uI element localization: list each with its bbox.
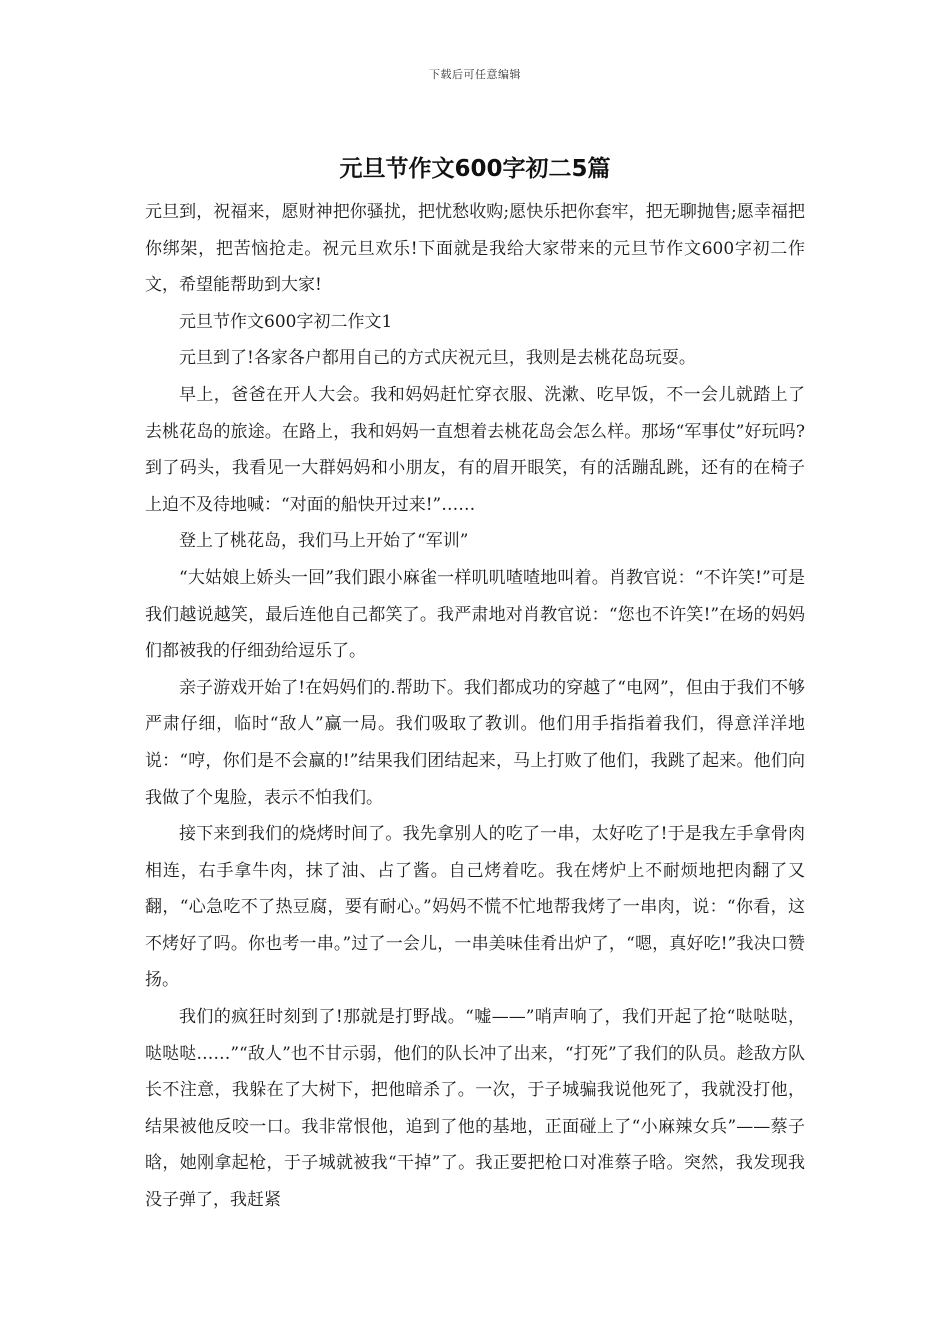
body-paragraph: 亲子游戏开始了!在妈妈们的.帮助下。我们都成功的穿越了“电网”，但由于我们不够严肃仔细，临时“敌人”赢一局。我们吸取了教训。他们用手指指着我们，得意洋洋地说：“哼，你们是不会赢的!”结果我们团结起来，马上打败了他们，我跳了起来。他们向我做了个鬼脸，表示不怕我们。 (145, 677, 805, 808)
document-body (145, 194, 805, 1219)
intro-paragraph: 元旦到，祝福来，愿财神把你骚扰，把忧愁收购;愿快乐把你套牢，把无聊抛售;愿幸福把你绑架，把苦恼抢走。祝元旦欢乐!下面就是我给大家带来的元旦节作文600字初二作文，希望能帮助到大家! (145, 202, 805, 296)
body-paragraph: 元旦到了!各家各户都用自己的方式庆祝元旦，我则是去桃花岛玩耍。 (179, 348, 696, 369)
section-heading: 元旦节作文600字初二作文1 (179, 311, 393, 332)
body-paragraph: 登上了桃花岛，我们马上开始了“军训” (179, 531, 469, 552)
body-paragraph: 我们的疯狂时刻到了!那就是打野战。“嘘——”哨声响了，我们开起了抢“哒哒哒，哒哒哒……”“敌人”也不甘示弱，他们的队长冲了出来，“打死”了我们的队员。趁敌方队长不注意，我躲在了大树下，把他暗杀了。一次，于子城骗我说他死了，我就没打他，结果被他反咬一口。我非常恨他，追到了他的基地，正面碰上了“小麻辣女兵”——蔡子晗，她刚拿起枪，于子城就被我“干掉”了。我正要把枪口对准蔡子晗。突然，我发现我没子弹了，我赶紧 (145, 1007, 805, 1211)
document-title: 元旦节作文600字初二5篇 (339, 156, 611, 182)
body-paragraph: 早上，爸爸在开人大会。我和妈妈赶忙穿衣服、洗漱、吃早饭，不一会儿就踏上了去桃花岛的旅途。在路上，我和妈妈一直想着去桃花岛会怎么样。那场“军事仗”好玩吗?到了码头，我看见一大群妈妈和小朋友，有的眉开眼笑，有的活蹦乱跳，还有的在椅子上迫不及待地喊：“对面的船快开过来!”…… (145, 384, 805, 515)
header-note: 下载后可任意编辑 (429, 68, 521, 81)
body-paragraph: “大姑娘上娇头一回”我们跟小麻雀一样叽叽喳喳地叫着。肖教官说：“不许笑!”可是我们越说越笑，最后连他自己都笑了。我严肃地对肖教官说：“您也不许笑!”在场的妈妈们都被我的仔细劲给逗乐了。 (145, 567, 805, 662)
body-paragraph: 接下来到我们的烧烤时间了。我先拿别人的吃了一串，太好吃了!于是我左手拿骨肉相连，右手拿牛肉，抹了油、占了酱。自己烤着吃。我在烤炉上不耐烦地把肉翻了又翻，“心急吃不了热豆腐，要有耐心。”妈妈不慌不忙地帮我烤了一串肉，说：“你看，这不烤好了吗。你也考一串。”过了一会儿，一串美味佳肴出炉了，“嗯，真好吃!”我决口赞扬。 (145, 824, 805, 991)
